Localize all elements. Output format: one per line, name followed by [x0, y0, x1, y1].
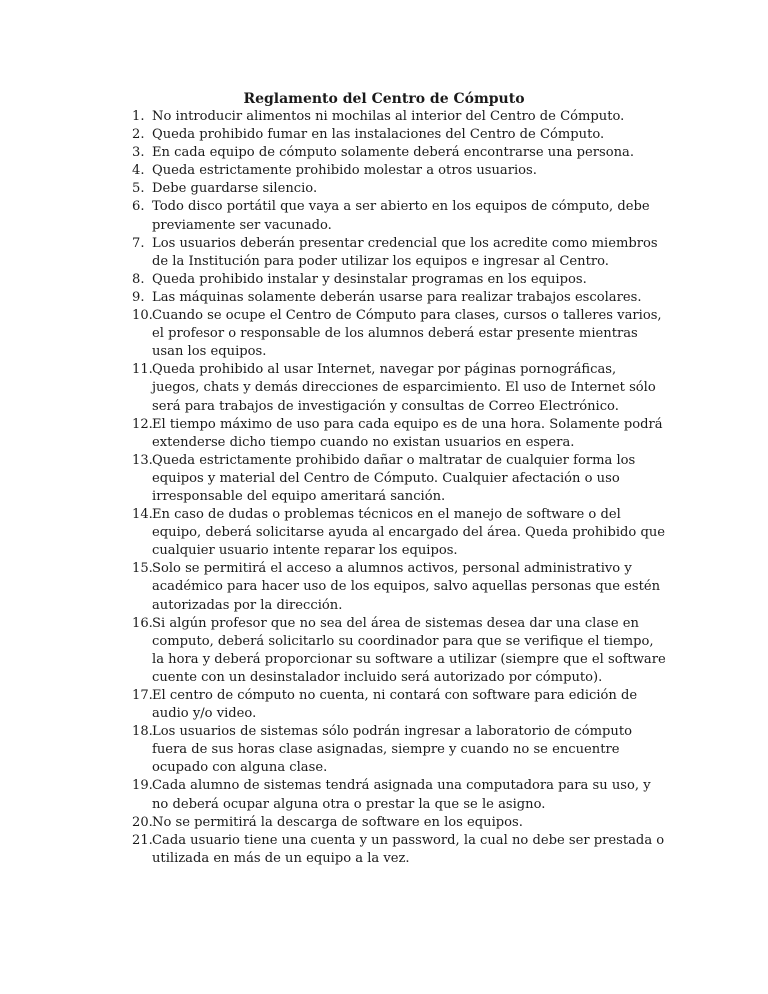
document-title: Reglamento del Centro de Cómputo — [243, 91, 525, 107]
rule-number: 5. — [132, 181, 145, 197]
rule-number: 16. — [132, 615, 153, 631]
rule-item — [132, 416, 667, 452]
rule-number: 11. — [132, 362, 153, 378]
rule-number: 14. — [132, 507, 153, 523]
rule-text: Si algún profesor que no sea del área de sistemas desea dar una clase en computo, deberá solicitarlo su coordinador para que se verifique el tiempo, la hora y deberá proporcionar su software a utilizar (siempre que el software cuente con un desinstalador incluido será autorizado por cómputo). — [152, 615, 666, 685]
rule-item — [132, 814, 667, 832]
rule-item — [132, 180, 667, 198]
rule-text: Cada usuario tiene una cuenta y un password, la cual no debe ser prestada o utilizada en más de un equipo a la vez. — [152, 832, 665, 866]
rule-text: Los usuarios de sistemas sólo podrán ingresar a laboratorio de cómputo fuera de sus horas clase asignadas, siempre y cuando no se encuentre ocupado con alguna clase. — [152, 724, 633, 776]
rule-text: Queda estrictamente prohibido dañar o maltratar de cualquier forma los equipos y material del Centro de Cómputo. Cualquier afectación o uso irresponsable del equipo ameritará sanción. — [152, 452, 636, 504]
rule-number: 6. — [132, 199, 145, 215]
rule-number: 18. — [132, 724, 153, 740]
rule-text: Queda estrictamente prohibido molestar a otros usuarios. — [152, 163, 537, 179]
rule-number: 4. — [132, 163, 145, 179]
rule-item — [132, 506, 667, 560]
rule-item — [132, 723, 667, 777]
rule-item — [132, 832, 667, 868]
rule-item — [132, 144, 667, 162]
rule-item — [132, 235, 667, 271]
rule-text: Solo se permitirá el acceso a alumnos activos, personal administrativo y académico para hacer uso de los equipos, salvo aquellas personas que estén autorizadas por la dirección. — [152, 561, 661, 613]
rule-text: Los usuarios deberán presentar credencial que los acredite como miembros de la Institución para poder utilizar los equipos e ingresar al Centro. — [152, 235, 658, 269]
rule-number: 20. — [132, 814, 153, 830]
rule-item — [132, 108, 667, 126]
rule-number: 15. — [132, 561, 153, 577]
rule-number: 3. — [132, 145, 145, 161]
rule-text: Queda prohibido al usar Internet, navegar por páginas pornográficas, juegos, chats y demás direcciones de esparcimiento. El uso de Internet sólo será para trabajos de investigación y consultas de Correo Electrónico. — [152, 362, 656, 414]
rule-item — [132, 777, 667, 813]
rules-list — [132, 108, 667, 868]
rule-text: No introducir alimentos ni mochilas al interior del Centro de Cómputo. — [152, 109, 625, 124]
rule-number: 17. — [132, 688, 153, 703]
rule-item — [132, 361, 667, 415]
rule-item — [132, 307, 667, 361]
rule-text: Queda prohibido fumar en las instalaciones del Centro de Cómputo. — [152, 127, 605, 143]
rule-number: 21. — [132, 832, 153, 848]
rule-item — [132, 452, 667, 506]
rule-item — [132, 615, 667, 687]
rule-text: Debe guardarse silencio. — [152, 181, 318, 197]
rule-number: 10. — [132, 308, 153, 324]
rule-text: Cuando se ocupe el Centro de Cómputo para clases, cursos o talleres varios, el profesor o responsable de los alumnos deberá estar presente mientras usan los equipos. — [152, 308, 662, 360]
rule-item — [132, 198, 667, 234]
rule-text: Cada alumno de sistemas tendrá asignada una computadora para su uso, y no deberá ocupar alguna otra o prestar la que se le asigno. — [152, 778, 651, 812]
rule-text: En cada equipo de cómputo solamente deberá encontrarse una persona. — [152, 145, 635, 161]
rule-item — [132, 126, 667, 144]
rule-text: No se permitirá la descarga de software en los equipos. — [152, 814, 523, 830]
rule-text: En caso de dudas o problemas técnicos en el manejo de software o del equipo, deberá solicitarse ayuda al encargado del área. Queda prohibido que cualquier usuario intente reparar los equipos. — [152, 507, 666, 559]
rule-number: 8. — [132, 271, 145, 287]
rule-item — [132, 162, 667, 180]
rule-item — [132, 271, 667, 289]
rule-text: El tiempo máximo de uso para cada equipo es de una hora. Solamente podrá extenderse dicho tiempo cuando no existan usuarios en espera. — [152, 416, 663, 450]
rule-number: 7. — [132, 235, 145, 251]
rule-item — [132, 289, 667, 307]
rule-text: Queda prohibido instalar y desinstalar programas en los equipos. — [152, 271, 587, 287]
rule-item — [132, 687, 667, 723]
rule-number: 19. — [132, 778, 153, 794]
rule-text: Las máquinas solamente deberán usarse para realizar trabajos escolares. — [152, 289, 642, 305]
rule-number: 1. — [132, 109, 145, 124]
rule-text: El centro de cómputo no cuenta, ni contará con software para edición de audio y/o video. — [152, 688, 638, 722]
rule-number: 2. — [132, 127, 145, 143]
rule-item — [132, 560, 667, 614]
rule-number: 9. — [132, 289, 145, 305]
rule-number: 12. — [132, 416, 153, 432]
rule-number: 13. — [132, 452, 153, 468]
rule-text: Todo disco portátil que vaya a ser abierto en los equipos de cómputo, debe previamente ser vacunado. — [152, 199, 650, 233]
